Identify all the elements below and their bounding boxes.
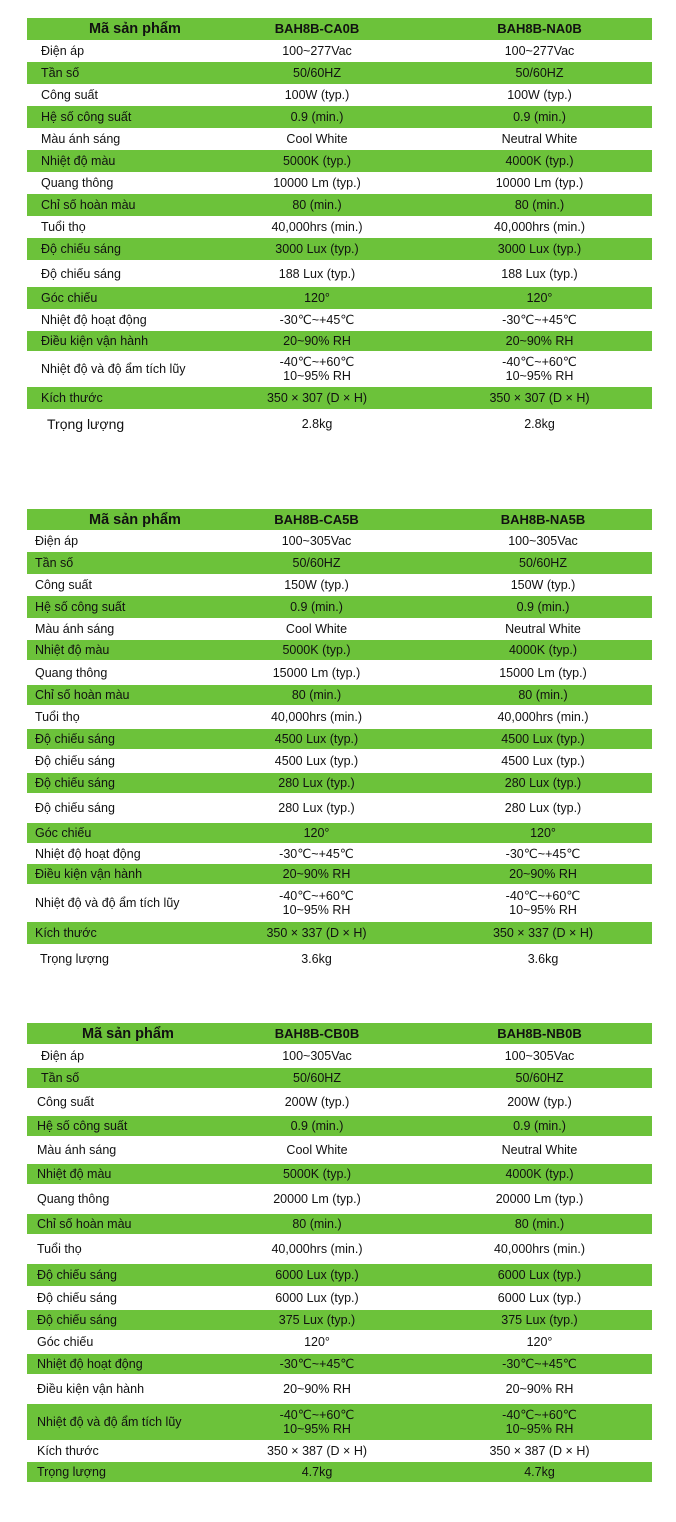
row-value-1: 100W (typ.) <box>207 84 427 106</box>
table-row <box>27 640 652 660</box>
row-label: Kích thước <box>27 922 199 944</box>
row-label: Chỉ số hoàn màu <box>27 194 207 216</box>
row-label: Nhiệt độ hoạt động <box>27 309 207 331</box>
row-value-1: 20~90% RH <box>207 1374 427 1404</box>
row-value-2: 20~90% RH <box>427 331 652 351</box>
row-value-1: 100~277Vac <box>207 40 427 62</box>
table-row <box>27 530 652 552</box>
table-row <box>27 62 652 84</box>
row-label: Độ chiếu sáng <box>27 793 199 823</box>
row-value-1: 120° <box>207 1330 427 1354</box>
row-label: Quang thông <box>27 660 199 685</box>
model-code-2: BAH8B-NA0B <box>427 18 652 40</box>
table-row <box>27 351 652 387</box>
row-label: Góc chiếu <box>27 823 199 843</box>
row-label: Góc chiếu <box>27 1330 207 1354</box>
table-row <box>27 387 652 409</box>
table-row <box>27 172 652 194</box>
value-line-2: 10~95% RH <box>283 369 351 383</box>
model-code-1: BAH8B-CB0B <box>207 1023 427 1044</box>
table-row <box>27 1374 652 1404</box>
row-value-2: 40,000hrs (min.) <box>427 216 652 238</box>
table-row <box>27 1462 652 1482</box>
row-value-2: 10000 Lm (typ.) <box>427 172 652 194</box>
table-row <box>27 1044 652 1068</box>
row-label: Điều kiện vận hành <box>27 864 199 884</box>
table-row <box>27 287 652 309</box>
row-label: Nhiệt độ hoạt động <box>27 1354 207 1374</box>
table-row <box>27 331 652 351</box>
row-label: Công suất <box>27 574 199 596</box>
row-value-1: 6000 Lux (typ.) <box>207 1264 427 1286</box>
row-value-2: 350 × 337 (D × H) <box>434 922 652 944</box>
table-row <box>27 729 652 749</box>
table-row <box>27 1116 652 1136</box>
table-row <box>27 1404 652 1440</box>
row-label: Hệ số công suất <box>27 1116 207 1136</box>
table-row <box>27 128 652 150</box>
row-label: Góc chiếu <box>27 287 207 309</box>
table-row <box>27 574 652 596</box>
value-line-2: 10~95% RH <box>505 1422 574 1436</box>
row-value-1: 4500 Lux (typ.) <box>199 729 434 749</box>
table-row <box>27 1184 652 1214</box>
table-row <box>27 596 652 618</box>
row-value-1: 100~305Vac <box>207 1044 427 1068</box>
row-value-1: Cool White <box>199 618 434 640</box>
row-value-1: 3.6kg <box>199 944 434 974</box>
table-header <box>27 18 652 40</box>
row-value-1: 40,000hrs (min.) <box>199 705 434 729</box>
row-value-2 <box>427 1404 652 1440</box>
row-value-2: 80 (min.) <box>434 685 652 705</box>
table-row <box>27 749 652 773</box>
table-row <box>27 1264 652 1286</box>
row-value-2: 4000K (typ.) <box>434 640 652 660</box>
row-label: Nhiệt độ màu <box>27 1164 207 1184</box>
row-value-2: Neutral White <box>427 128 652 150</box>
row-value-2: 100~305Vac <box>427 1044 652 1068</box>
table-row <box>27 238 652 260</box>
row-label: Công suất <box>27 1088 207 1116</box>
row-label: Điện áp <box>27 530 199 552</box>
row-value-2: 2.8kg <box>427 409 652 439</box>
row-label: Quang thông <box>27 172 207 194</box>
row-value-1: 2.8kg <box>207 409 427 439</box>
row-value-2: 4000K (typ.) <box>427 150 652 172</box>
row-value-2: 50/60HZ <box>427 1068 652 1088</box>
row-label: Công suất <box>27 84 207 106</box>
row-value-2: 15000 Lm (typ.) <box>434 660 652 685</box>
row-value-1: 4500 Lux (typ.) <box>199 749 434 773</box>
row-value-2: 3.6kg <box>434 944 652 974</box>
row-label: Màu ánh sáng <box>27 618 199 640</box>
table-row <box>27 552 652 574</box>
row-value-1: 3000 Lux (typ.) <box>207 238 427 260</box>
row-label: Độ chiếu sáng <box>27 1310 207 1330</box>
table-row <box>27 793 652 823</box>
row-label: Độ chiếu sáng <box>27 1286 207 1310</box>
row-label: Độ chiếu sáng <box>27 773 199 793</box>
table-row <box>27 843 652 864</box>
row-value-1: 150W (typ.) <box>199 574 434 596</box>
row-value-2: 200W (typ.) <box>427 1088 652 1116</box>
row-value-2: 0.9 (min.) <box>434 596 652 618</box>
row-value-1: 20~90% RH <box>199 864 434 884</box>
row-label: Tần số <box>27 552 199 574</box>
row-value-2: 350 × 387 (D × H) <box>427 1440 652 1462</box>
row-label: Tuổi thọ <box>27 705 199 729</box>
table-row <box>27 216 652 238</box>
table-row <box>27 106 652 128</box>
row-label: Kích thước <box>27 387 207 409</box>
row-value-1: 50/60HZ <box>199 552 434 574</box>
table-row <box>27 150 652 172</box>
table-row <box>27 884 652 922</box>
row-value-2: 80 (min.) <box>427 1214 652 1234</box>
table-header <box>27 509 652 530</box>
row-value-1: 0.9 (min.) <box>199 596 434 618</box>
row-label: Độ chiếu sáng <box>27 729 199 749</box>
table-row <box>27 944 652 974</box>
table-row <box>27 40 652 62</box>
table-row <box>27 1310 652 1330</box>
value-line-1: -40℃~+60℃ <box>279 1408 355 1422</box>
table-row <box>27 1068 652 1088</box>
row-value-2: 4.7kg <box>427 1462 652 1482</box>
value-line-2: 10~95% RH <box>282 903 351 917</box>
row-label: Độ chiếu sáng <box>27 1264 207 1286</box>
row-value-2: -30℃~+45℃ <box>427 1354 652 1374</box>
row-value-1: 0.9 (min.) <box>207 106 427 128</box>
model-code-2: BAH8B-NA5B <box>434 509 652 530</box>
row-value-1: 5000K (typ.) <box>207 150 427 172</box>
row-value-1: 280 Lux (typ.) <box>199 793 434 823</box>
table-row <box>27 409 652 439</box>
row-value-1: 120° <box>199 823 434 843</box>
row-label: Tần số <box>27 1068 207 1088</box>
row-value-1 <box>207 1404 427 1440</box>
table-row <box>27 84 652 106</box>
spec-table-3 <box>27 1023 652 1482</box>
row-value-2 <box>434 884 652 922</box>
value-line-1: -40℃~+60℃ <box>279 889 354 903</box>
table-row <box>27 1234 652 1264</box>
row-value-2: 0.9 (min.) <box>427 1116 652 1136</box>
model-code-1: BAH8B-CA0B <box>207 18 427 40</box>
table-row <box>27 260 652 287</box>
row-value-2: 20000 Lm (typ.) <box>427 1184 652 1214</box>
row-value-2: 40,000hrs (min.) <box>427 1234 652 1264</box>
row-label: Nhiệt độ màu <box>27 150 207 172</box>
row-value-2: 280 Lux (typ.) <box>434 793 652 823</box>
row-value-2: 188 Lux (typ.) <box>427 260 652 287</box>
row-value-2: 4500 Lux (typ.) <box>434 729 652 749</box>
row-value-2: 6000 Lux (typ.) <box>427 1264 652 1286</box>
table-row <box>27 705 652 729</box>
table-row <box>27 309 652 331</box>
row-label: Độ chiếu sáng <box>27 749 199 773</box>
row-value-2: 150W (typ.) <box>434 574 652 596</box>
model-code-1: BAH8B-CA5B <box>199 509 434 530</box>
row-label: Tuổi thọ <box>27 1234 207 1264</box>
table-row <box>27 1354 652 1374</box>
table-row <box>27 1440 652 1462</box>
row-value-2: Neutral White <box>434 618 652 640</box>
table-row <box>27 1330 652 1354</box>
table-row <box>27 1136 652 1164</box>
table-row <box>27 1088 652 1116</box>
row-value-2: 100~277Vac <box>427 40 652 62</box>
row-value-1: 6000 Lux (typ.) <box>207 1286 427 1310</box>
table-row <box>27 864 652 884</box>
row-value-1: -30℃~+45℃ <box>199 843 434 864</box>
row-value-2: 80 (min.) <box>427 194 652 216</box>
row-value-1: 4.7kg <box>207 1462 427 1482</box>
row-value-2 <box>427 351 652 387</box>
table-row <box>27 1164 652 1184</box>
row-value-2: 4000K (typ.) <box>427 1164 652 1184</box>
row-value-2: 50/60HZ <box>427 62 652 84</box>
row-label: Hệ số công suất <box>27 596 199 618</box>
row-value-1: 5000K (typ.) <box>199 640 434 660</box>
row-label: Tuổi thọ <box>27 216 207 238</box>
row-value-1: 350 × 307 (D × H) <box>207 387 427 409</box>
row-value-1: 40,000hrs (min.) <box>207 216 427 238</box>
table-row <box>27 922 652 944</box>
row-label: Điện áp <box>27 1044 207 1068</box>
row-value-2: 6000 Lux (typ.) <box>427 1286 652 1310</box>
row-label: Trọng lượng <box>27 1462 207 1482</box>
row-label: Tần số <box>27 62 207 84</box>
table-row <box>27 1214 652 1234</box>
row-label: Nhiệt độ hoạt động <box>27 843 199 864</box>
value-line-2: 10~95% RH <box>509 903 577 917</box>
row-value-1: Cool White <box>207 128 427 150</box>
row-value-1 <box>199 884 434 922</box>
row-value-1: 50/60HZ <box>207 1068 427 1088</box>
table-row <box>27 660 652 685</box>
header-label: Mã sản phẩm <box>27 509 199 530</box>
row-value-1: 15000 Lm (typ.) <box>199 660 434 685</box>
row-value-2: 375 Lux (typ.) <box>427 1310 652 1330</box>
row-value-1: 10000 Lm (typ.) <box>207 172 427 194</box>
row-value-2: 20~90% RH <box>427 1374 652 1404</box>
spec-table-1 <box>27 18 652 439</box>
table-row <box>27 823 652 843</box>
row-value-1: 120° <box>207 287 427 309</box>
table-header <box>27 1023 652 1044</box>
row-value-2: -30℃~+45℃ <box>427 309 652 331</box>
row-label: Nhiệt độ và độ ẩm tích lũy <box>27 884 199 922</box>
row-value-2: 120° <box>427 287 652 309</box>
row-value-2: 0.9 (min.) <box>427 106 652 128</box>
row-value-2: 350 × 307 (D × H) <box>427 387 652 409</box>
spec-table-2 <box>27 509 652 974</box>
row-value-2: 120° <box>427 1330 652 1354</box>
row-label: Điều kiện vận hành <box>27 1374 207 1404</box>
row-label: Nhiệt độ và độ ẩm tích lũy <box>27 351 207 387</box>
row-value-2: 100~305Vac <box>434 530 652 552</box>
row-value-1: 200W (typ.) <box>207 1088 427 1116</box>
value-line-1: -40℃~+60℃ <box>505 889 581 903</box>
table-row <box>27 194 652 216</box>
table-row <box>27 773 652 793</box>
row-label: Điện áp <box>27 40 207 62</box>
row-value-1: -30℃~+45℃ <box>207 1354 427 1374</box>
row-value-1: 350 × 337 (D × H) <box>199 922 434 944</box>
row-value-1: 80 (min.) <box>207 194 427 216</box>
row-value-2: -30℃~+45℃ <box>434 843 652 864</box>
row-label: Nhiệt độ màu <box>27 640 199 660</box>
row-value-2: 4500 Lux (typ.) <box>434 749 652 773</box>
header-label: Mã sản phẩm <box>27 18 207 40</box>
row-value-1: 280 Lux (typ.) <box>199 773 434 793</box>
value-line-1: -40℃~+60℃ <box>502 355 577 369</box>
row-value-1: -30℃~+45℃ <box>207 309 427 331</box>
row-value-1 <box>207 351 427 387</box>
row-value-1: 80 (min.) <box>207 1214 427 1234</box>
row-value-1: 5000K (typ.) <box>207 1164 427 1184</box>
row-label: Trọng lượng <box>27 944 199 974</box>
row-label: Màu ánh sáng <box>27 128 207 150</box>
table-row <box>27 685 652 705</box>
model-code-2: BAH8B-NB0B <box>427 1023 652 1044</box>
row-value-1: 40,000hrs (min.) <box>207 1234 427 1264</box>
row-value-1: 0.9 (min.) <box>207 1116 427 1136</box>
row-value-2: 3000 Lux (typ.) <box>427 238 652 260</box>
row-value-1: 350 × 387 (D × H) <box>207 1440 427 1462</box>
table-row <box>27 618 652 640</box>
row-value-1: 188 Lux (typ.) <box>207 260 427 287</box>
value-line-2: 10~95% RH <box>505 369 574 383</box>
row-value-1: 20000 Lm (typ.) <box>207 1184 427 1214</box>
row-value-2: 40,000hrs (min.) <box>434 705 652 729</box>
row-label: Kích thước <box>27 1440 207 1462</box>
row-label: Độ chiếu sáng <box>27 260 207 287</box>
row-label: Màu ánh sáng <box>27 1136 207 1164</box>
table-row <box>27 1286 652 1310</box>
header-label: Mã sản phẩm <box>27 1023 207 1044</box>
value-line-2: 10~95% RH <box>283 1422 351 1436</box>
row-value-1: 80 (min.) <box>199 685 434 705</box>
row-value-2: 20~90% RH <box>434 864 652 884</box>
row-label: Điều kiện vận hành <box>27 331 207 351</box>
row-value-1: 100~305Vac <box>199 530 434 552</box>
row-label: Quang thông <box>27 1184 207 1214</box>
row-label: Chỉ số hoàn màu <box>27 685 199 705</box>
row-value-2: 280 Lux (typ.) <box>434 773 652 793</box>
value-line-1: -40℃~+60℃ <box>279 355 355 369</box>
row-value-1: 375 Lux (typ.) <box>207 1310 427 1330</box>
row-value-2: 120° <box>434 823 652 843</box>
value-line-1: -40℃~+60℃ <box>502 1408 577 1422</box>
row-label: Độ chiếu sáng <box>27 238 207 260</box>
row-label: Trọng lượng <box>27 409 207 439</box>
row-value-2: Neutral White <box>427 1136 652 1164</box>
row-value-1: Cool White <box>207 1136 427 1164</box>
row-value-2: 50/60HZ <box>434 552 652 574</box>
row-label: Nhiệt độ và độ ẩm tích lũy <box>27 1404 207 1440</box>
row-label: Hệ số công suất <box>27 106 207 128</box>
row-label: Chỉ số hoàn màu <box>27 1214 207 1234</box>
row-value-1: 20~90% RH <box>207 331 427 351</box>
row-value-2: 100W (typ.) <box>427 84 652 106</box>
row-value-1: 50/60HZ <box>207 62 427 84</box>
